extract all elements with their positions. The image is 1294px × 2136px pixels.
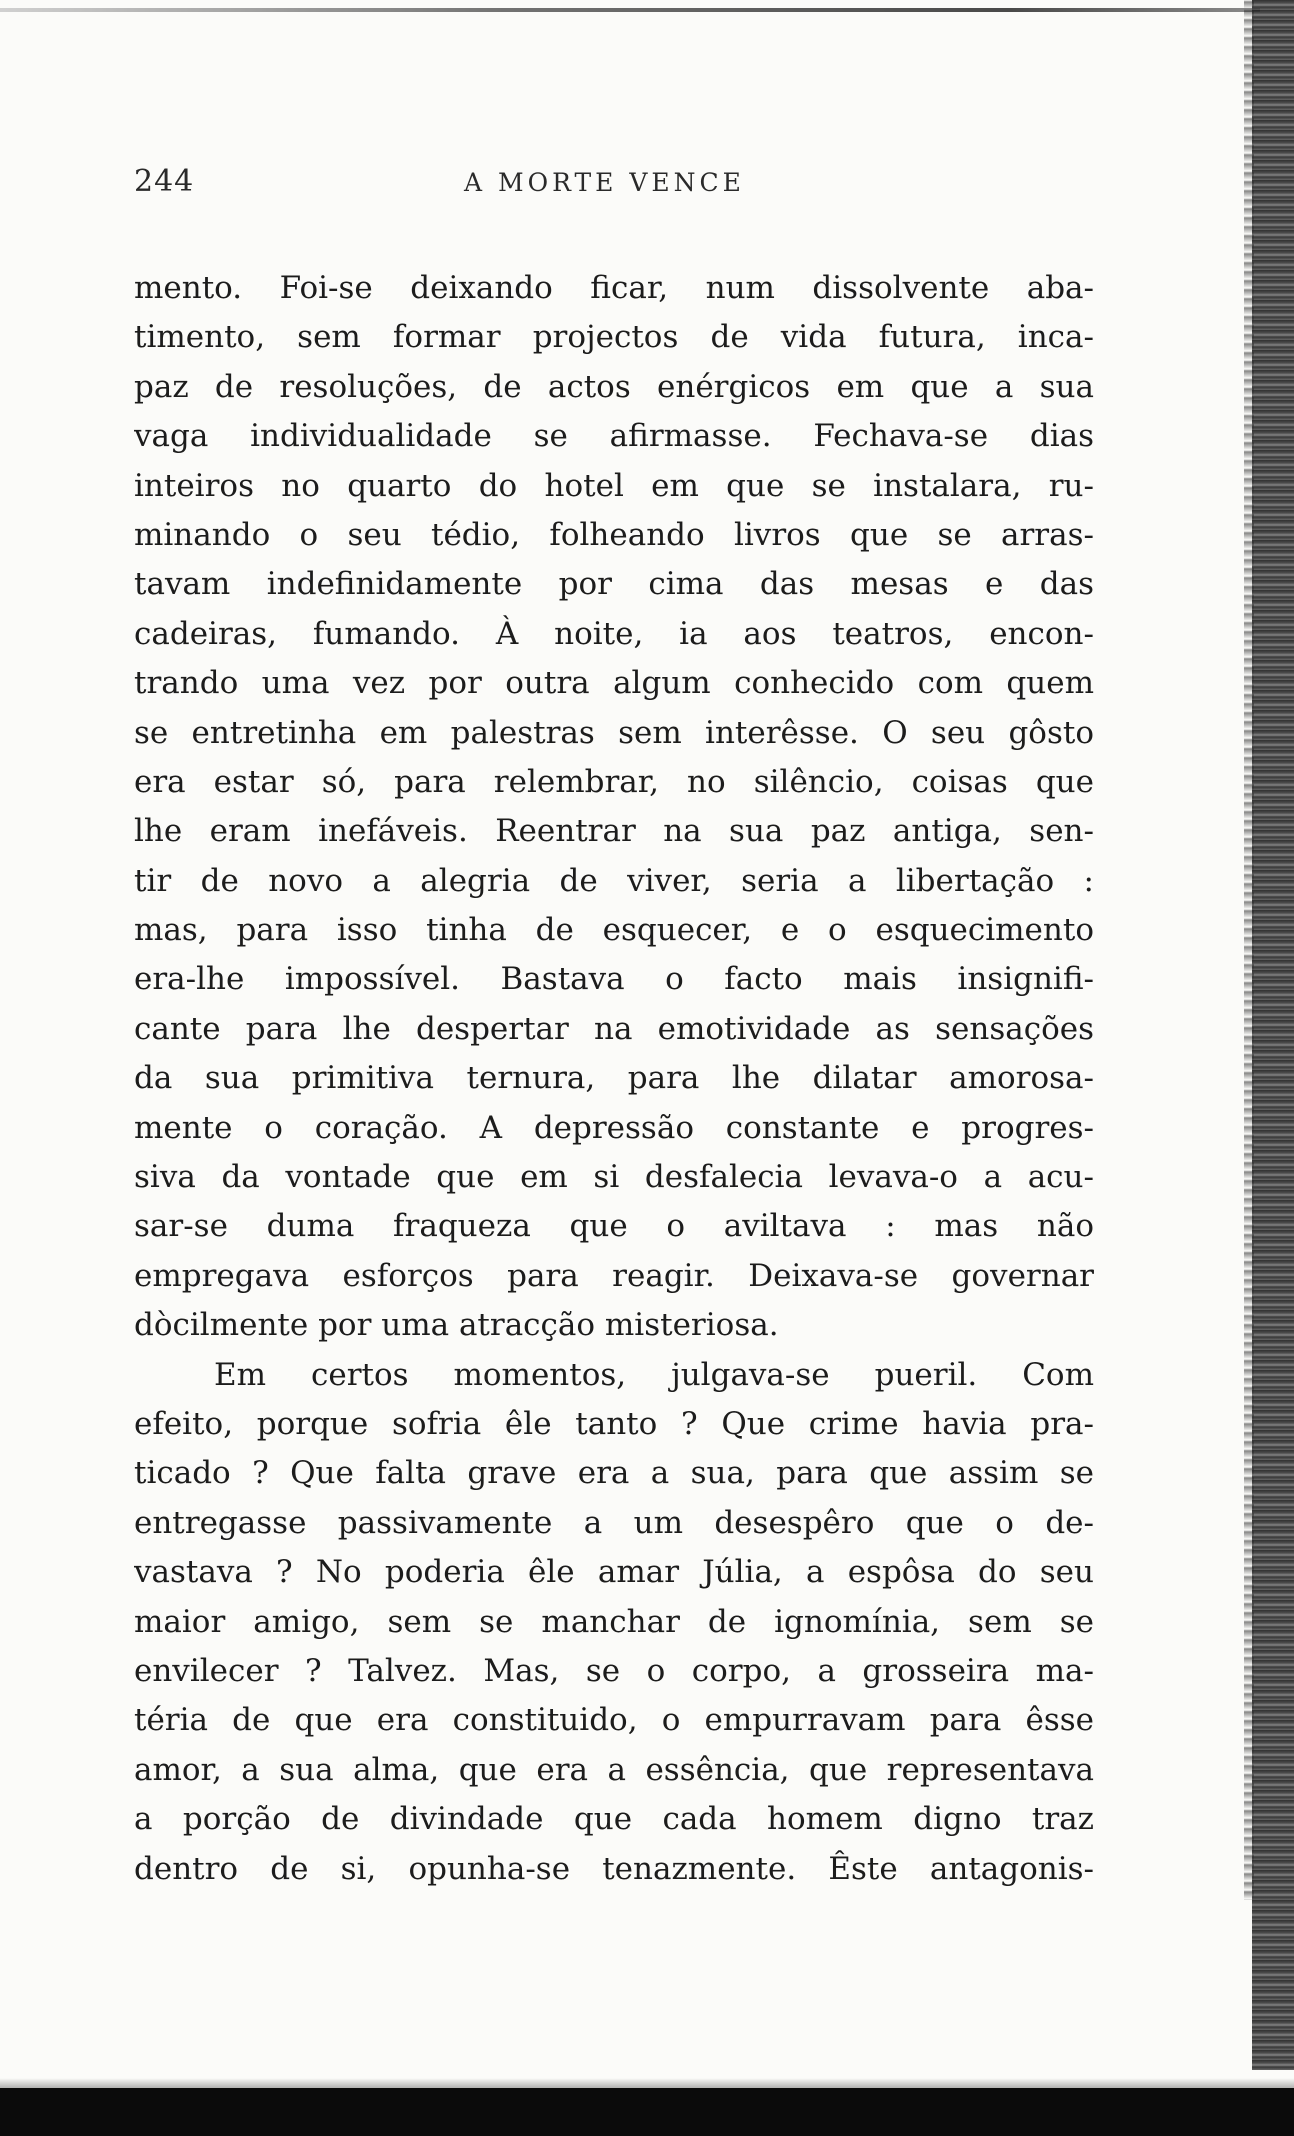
scan-page-shadow: [1244, 0, 1254, 1900]
text-line: era estar só, para relembrar, no silêncio, coisas que: [134, 763, 1094, 800]
text-line: minando o seu tédio, folheando livros que se arras-: [134, 516, 1094, 553]
text-line: se entretinha em palestras sem interêsse. O seu gôsto: [134, 714, 1094, 751]
running-title: A MORTE VENCE: [464, 168, 745, 197]
text-line: efeito, porque sofria êle tanto ? Que crime havia pra-: [134, 1405, 1094, 1442]
text-line: mento. Foi-se deixando ficar, num dissolvente aba-: [134, 270, 1094, 306]
text-line: entregasse passivamente a um desespêro que o de-: [134, 1504, 1094, 1541]
text-line: cadeiras, fumando. À noite, ia aos teatros, encon-: [134, 615, 1094, 652]
text-line: trando uma vez por outra algum conhecido com quem: [134, 665, 1094, 702]
body-text: [134, 264, 1094, 1894]
text-line: envilecer ? Talvez. Mas, se o corpo, a grosseira ma-: [134, 1652, 1094, 1689]
text-line: vastava ? No poderia êle amar Júlia, a espôsa do seu: [134, 1554, 1094, 1591]
text-line: vaga individualidade se afirmasse. Fechava-se dias: [134, 418, 1094, 455]
text-line: ticado ? Que falta grave era a sua, para que assim se: [134, 1455, 1094, 1492]
text-line: téria de que era constituido, o empurravam para êsse: [134, 1702, 1094, 1739]
text-line: da sua primitiva ternura, para lhe dilatar amorosa-: [134, 1060, 1094, 1097]
text-line: sar-se duma fraqueza que o aviltava : mas não: [134, 1208, 1094, 1245]
text-line: tavam indefinidamente por cima das mesas e das: [134, 566, 1094, 603]
text-line: amor, a sua alma, que era a essência, que representava: [134, 1751, 1094, 1788]
text-line: era-lhe impossível. Bastava o facto mais insignifi-: [134, 961, 1094, 998]
scan-bottom-edge: [0, 2088, 1294, 2136]
page-header: [134, 164, 1094, 204]
text-line: paz de resoluções, de actos enérgicos em que a sua: [134, 368, 1094, 405]
paragraph-end-line: dòcilmente por uma atracção misteriosa.: [134, 1307, 779, 1344]
scan-right-edge: [1252, 0, 1294, 2070]
text-line: cante para lhe despertar na emotividade as sensações: [134, 1010, 1094, 1047]
text-line: tir de novo a alegria de viver, seria a libertação :: [134, 862, 1094, 899]
text-line: maior amigo, sem se manchar de ignomínia, sem se: [134, 1603, 1094, 1640]
text-line: a porção de divindade que cada homem digno traz: [134, 1801, 1094, 1838]
scan-top-edge: [0, 8, 1260, 12]
text-line: inteiros no quarto do hotel em que se instalara, ru-: [134, 467, 1094, 504]
paragraph-start-line: Em certos momentos, julgava-se pueril. Com: [214, 1356, 1094, 1393]
text-line: siva da vontade que em si desfalecia levava-o a acu-: [134, 1159, 1094, 1196]
text-line: timento, sem formar projectos de vida futura, inca-: [134, 319, 1094, 356]
page-number: 244: [134, 164, 195, 199]
text-line: mente o coração. A depressão constante e progres-: [134, 1109, 1094, 1146]
text-line: empregava esforços para reagir. Deixava-se governar: [134, 1257, 1094, 1294]
text-line: dentro de si, opunha-se tenazmente. Êste antagonis-: [134, 1850, 1094, 1887]
text-line: mas, para isso tinha de esquecer, e o esquecimento: [134, 912, 1094, 949]
text-line: lhe eram inefáveis. Reentrar na sua paz antiga, sen-: [134, 813, 1094, 850]
